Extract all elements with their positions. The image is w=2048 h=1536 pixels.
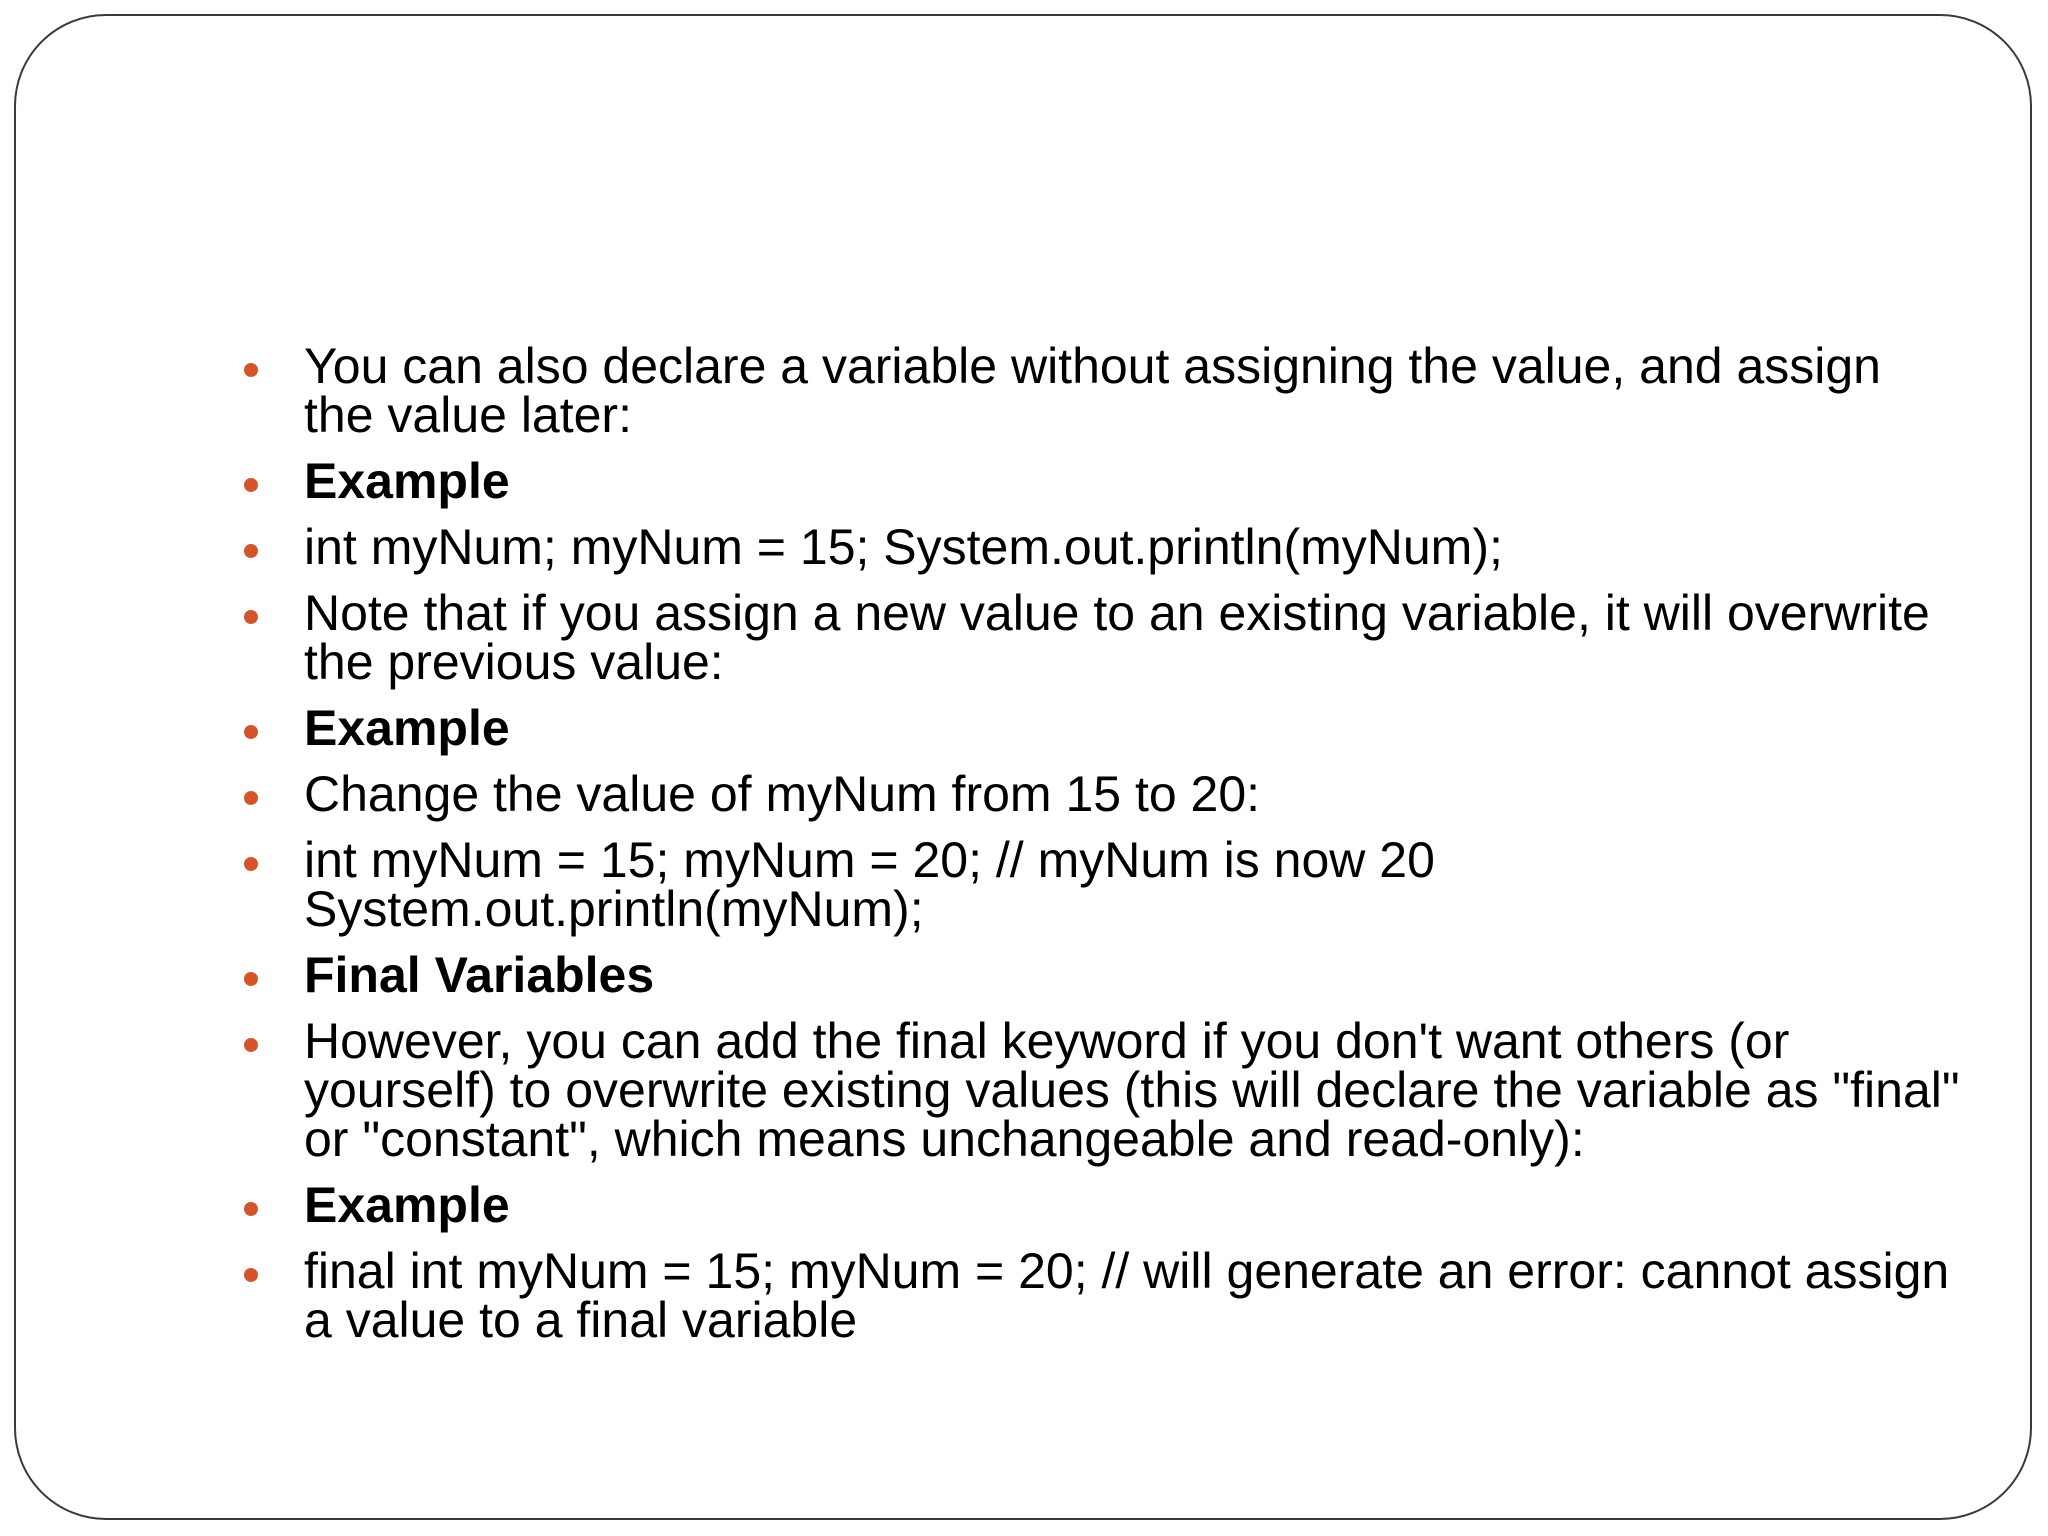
bullet-item xyxy=(241,1177,1961,1233)
bullet-heading: Example xyxy=(304,1177,510,1233)
bullet-dot-icon xyxy=(244,1202,258,1216)
bullet-dot-icon xyxy=(244,725,258,739)
bullet-text: You can also declare a variable without assigning the value, and assign the value later: xyxy=(304,338,1881,443)
bullet-item xyxy=(241,1243,1961,1348)
bullet-item xyxy=(241,585,1961,690)
bullet-text: int myNum = 15; myNum = 20; // myNum is now 20 System.out.println(myNum); xyxy=(304,832,1435,937)
bullet-dot-icon xyxy=(244,1038,258,1052)
bullet-text: Note that if you assign a new value to an existing variable, it will overwrite the previous value: xyxy=(304,585,1930,690)
bullet-dot-icon xyxy=(244,857,258,871)
bullet-dot-icon xyxy=(244,363,258,377)
bullet-item xyxy=(241,519,1961,575)
bullet-item xyxy=(241,947,1961,1003)
bullet-heading: Example xyxy=(304,453,510,509)
bullet-text: final int myNum = 15; myNum = 20; // will generate an error: cannot assign a value to a final variable xyxy=(304,1243,1950,1348)
bullet-heading: Example xyxy=(304,700,510,756)
bullet-dot-icon xyxy=(244,791,258,805)
bullet-item xyxy=(241,338,1961,443)
bullet-dot-icon xyxy=(244,610,258,624)
bullet-text: int myNum; myNum = 15; System.out.println(myNum); xyxy=(304,519,1503,575)
bullet-list xyxy=(241,338,1961,1362)
bullet-text: However, you can add the final keyword if you don't want others (or yourself) to overwrite existing values (this will declare the variable as "final" or "constant", which means unchangeable and read-only): xyxy=(304,1013,1960,1167)
bullet-item xyxy=(241,832,1961,937)
bullet-text: Change the value of myNum from 15 to 20: xyxy=(304,766,1261,822)
bullet-item xyxy=(241,700,1961,756)
bullet-dot-icon xyxy=(244,972,258,986)
slide-frame xyxy=(14,14,2032,1520)
bullet-heading: Final Variables xyxy=(304,947,655,1003)
bullet-item xyxy=(241,1013,1961,1167)
bullet-dot-icon xyxy=(244,478,258,492)
bullet-dot-icon xyxy=(244,544,258,558)
bullet-dot-icon xyxy=(244,1268,258,1282)
bullet-item xyxy=(241,766,1961,822)
bullet-item xyxy=(241,453,1961,509)
